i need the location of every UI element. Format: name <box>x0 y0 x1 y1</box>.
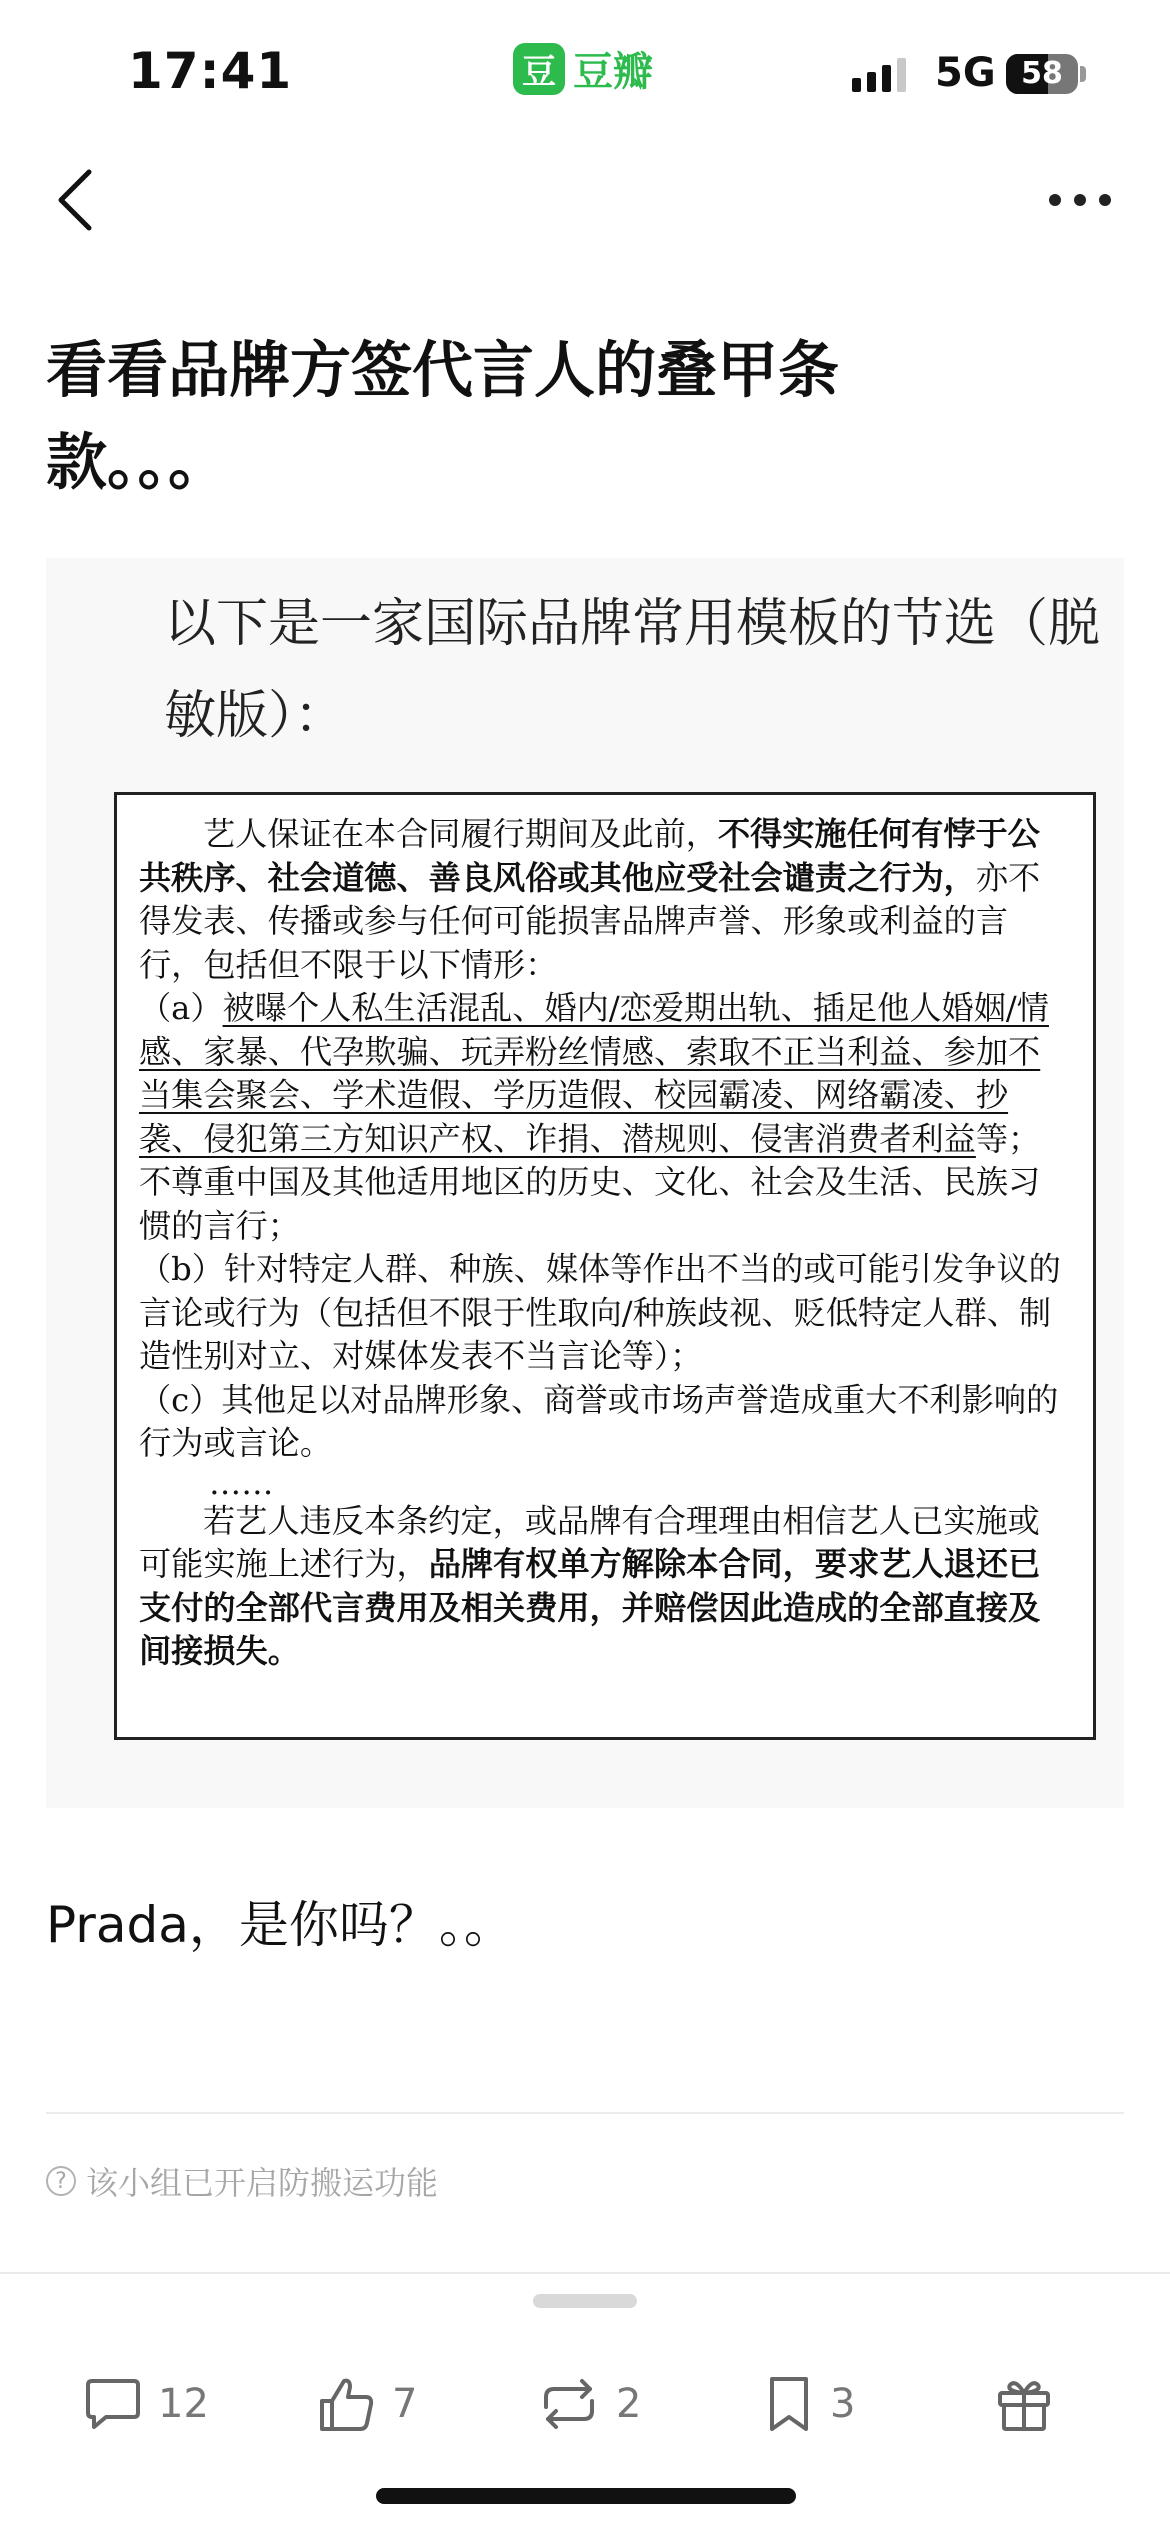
contract-text-underlined: 被曝个人私生活混乱、婚内/恋爱期出轨、插足他人婚姻/情感、家暴、代孕欺骗、玩弄粉丝情感、索取不正当利益、参加不当集会聚会、学术造假、学历造假、校园霸凌、网络霸凌、抄袭、侵犯第三方知识产权、诈捐、潜规则、侵害消费者利益 <box>139 989 1049 1158</box>
comment-button[interactable] <box>82 2354 209 2454</box>
divider <box>46 2112 1124 2114</box>
more-button[interactable] <box>1030 170 1130 230</box>
chevron-left-icon <box>55 168 95 232</box>
nav-bar <box>0 150 1170 250</box>
gift-icon <box>994 2373 1054 2435</box>
drag-handle[interactable] <box>533 2294 637 2308</box>
repost-icon <box>536 2373 602 2435</box>
like-count: 7 <box>392 2381 418 2427</box>
contract-clause-c: （c）其他足以对品牌形象、商誉或市场声誉造成重大不利影响的行为或言论。 <box>139 1380 1059 1462</box>
anti-repost-notice <box>46 2158 438 2204</box>
status-bar <box>0 0 1170 150</box>
contract-text-bold: 品牌有权单方解除本合同，要求艺人退还已支付的全部代言费用及相关费用，并赔偿因此造成的全部直接及间接损失。 <box>139 1545 1041 1670</box>
repost-button[interactable] <box>536 2354 641 2454</box>
notice-text: 该小组已开启防搬运功能 <box>86 2164 439 2202</box>
question-circle-icon: ? <box>46 2166 76 2196</box>
contract-text: 等；不尊重中国及其他适用地区的历史、文化、社会及生活、民族习惯的言行； <box>139 1119 1041 1245</box>
more-horizontal-icon <box>1048 193 1112 207</box>
contract-paragraph-1 <box>139 813 1071 987</box>
image-intro-text: 以下是一家国际品牌常用模板的节选（脱敏版）： <box>164 594 1101 746</box>
douban-logo-icon: 豆 <box>513 43 565 95</box>
repost-count: 2 <box>616 2381 642 2427</box>
gift-button[interactable] <box>994 2354 1054 2454</box>
post-image[interactable] <box>46 558 1124 1808</box>
bookmark-count: 3 <box>830 2381 856 2427</box>
network-type: 5G <box>935 50 996 96</box>
like-button[interactable] <box>316 2354 417 2454</box>
contract-paragraph-2 <box>139 1500 1071 1674</box>
contract-clause-b: （b）针对特定人群、种族、媒体等作出不当的或可能引发争议的言论或行为（包括但不限于性取向/种族歧视、贬低特定人群、制造性别对立、对媒体发表不当言论等）； <box>139 1250 1061 1375</box>
back-button[interactable] <box>40 160 110 240</box>
home-indicator <box>376 2488 796 2504</box>
app-badge <box>513 40 653 97</box>
contract-text: 若艺人违反本条约定，或品牌有合理理由相信艺人已实施或可能实施上述行为， <box>139 1501 1040 1583</box>
app-name: 豆瓣 <box>573 49 653 95</box>
contract-text: 艺人保证在本合同履行期间及此前， <box>203 815 718 853</box>
clause-label: （a） <box>139 989 223 1027</box>
post-body: Prada，是你吗？。。 <box>46 1896 514 1954</box>
contract-text: 亦不得发表、传播或参与任何可能损害品牌声誉、形象或利益的言行，包括但不限于以下情形： <box>139 858 1041 984</box>
bookmark-icon <box>762 2373 816 2435</box>
contract-excerpt <box>114 792 1096 1740</box>
post-title: 看看品牌方签代言人的叠甲条款。。。 <box>46 335 840 498</box>
battery-icon <box>1006 54 1078 94</box>
thumbs-up-icon <box>316 2373 378 2435</box>
status-time: 17:41 <box>128 42 293 100</box>
bottom-action-bar <box>0 2272 1170 2534</box>
bookmark-button[interactable] <box>762 2354 855 2454</box>
contract-text-bold: 不得实施任何有悖于公共秩序、社会道德、善良风俗或其他应受社会谴责之行为， <box>139 815 1040 897</box>
battery-tip <box>1080 66 1086 82</box>
contract-clause-a <box>139 987 1071 1248</box>
battery-percent: 58 <box>1021 56 1063 91</box>
contract-ellipsis: …… <box>209 1463 274 1502</box>
cellular-signal-icon <box>852 58 906 92</box>
comment-count: 12 <box>158 2381 209 2427</box>
comment-icon <box>82 2373 144 2435</box>
